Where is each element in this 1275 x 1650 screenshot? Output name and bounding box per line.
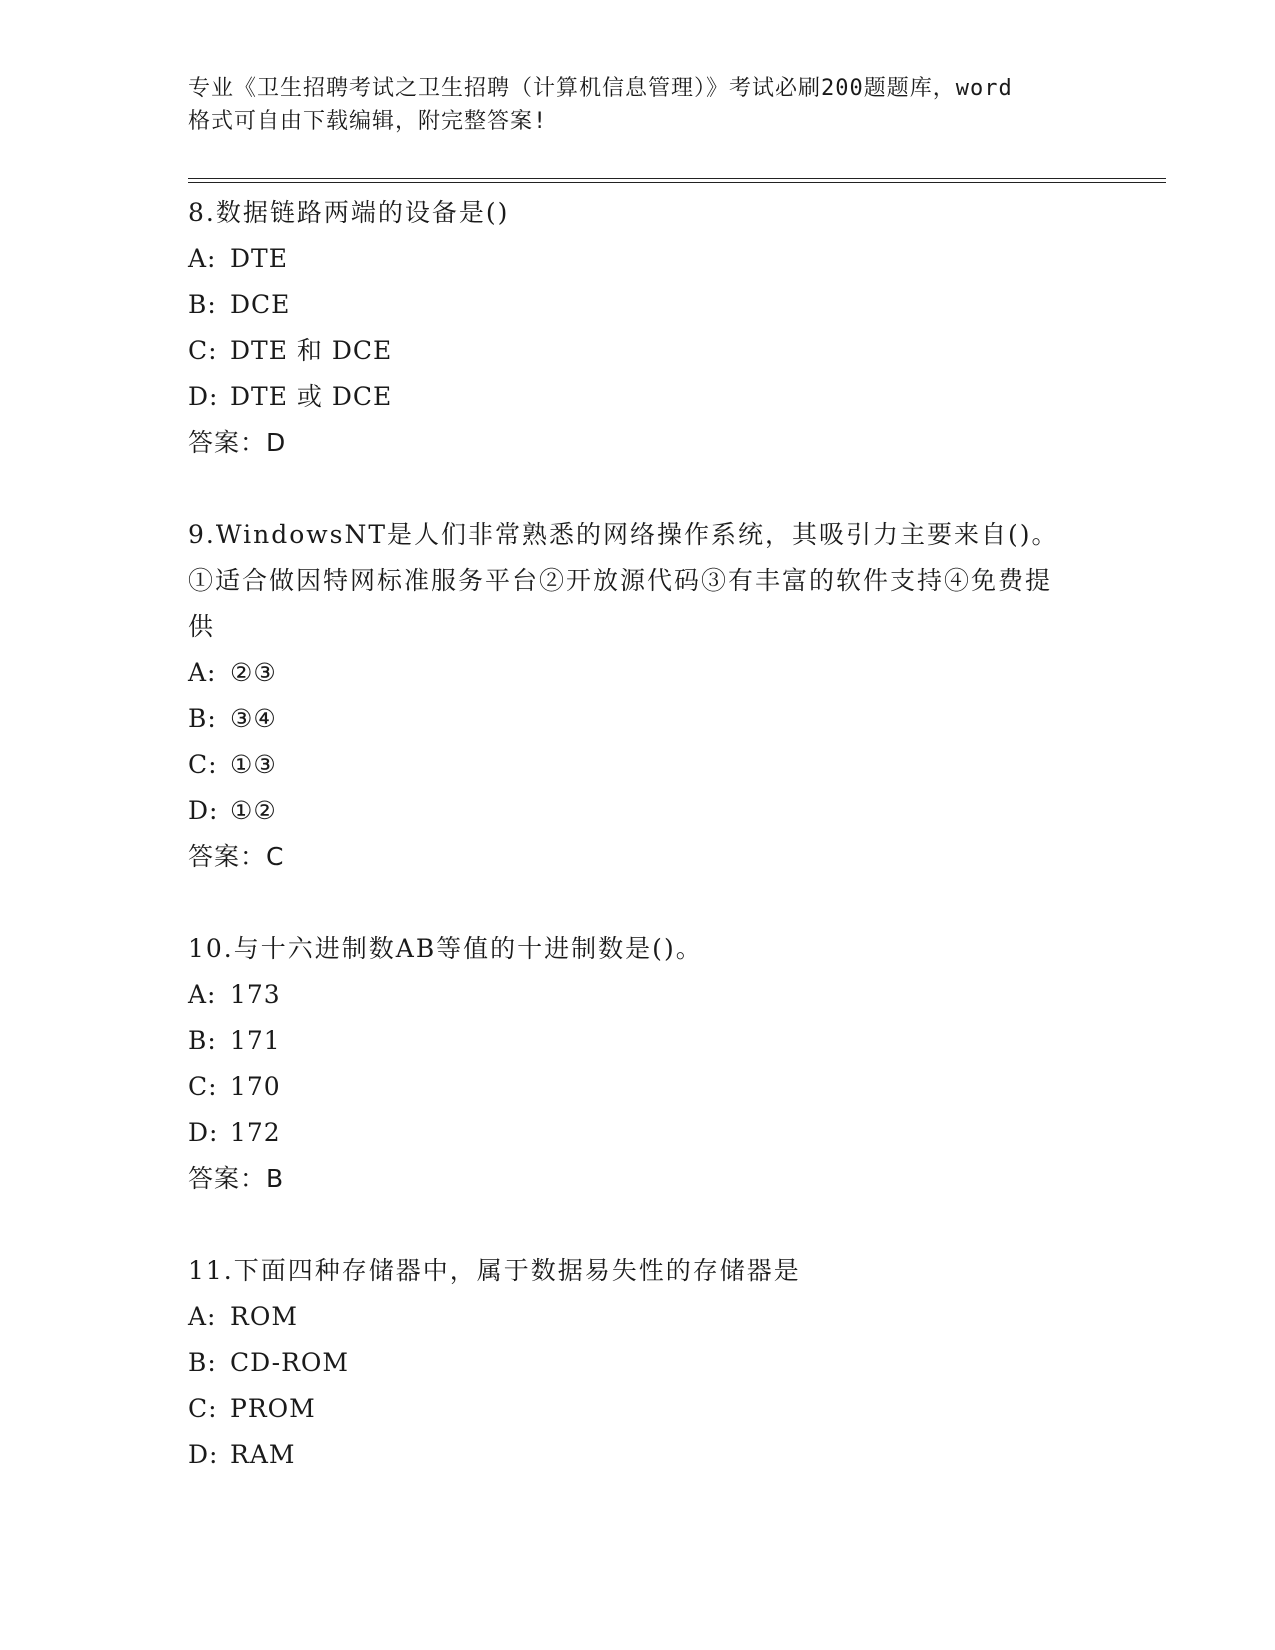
answer-line: 答案：B: [188, 1164, 285, 1193]
option-c: [188, 1064, 1168, 1110]
option-d: [188, 1432, 1168, 1478]
option-b: [188, 1340, 1168, 1386]
option-letter: B:: [188, 1348, 217, 1377]
option-letter: B:: [188, 290, 217, 319]
option-text: ROM: [230, 1302, 298, 1331]
question-11: [188, 1248, 1168, 1478]
option-letter: C:: [188, 1394, 218, 1423]
option-letter: D:: [188, 796, 219, 825]
option-text: 172: [230, 1118, 281, 1147]
header-divider: [188, 178, 1166, 183]
question-stem: 10.与十六进制数AB等值的十进制数是()。: [188, 934, 703, 963]
option-text: PROM: [230, 1394, 316, 1423]
option-d: [188, 788, 1168, 834]
option-letter: D:: [188, 1118, 219, 1147]
header-line-1: 专业《卫生招聘考试之卫生招聘（计算机信息管理）》考试必刷200题题库，word: [188, 76, 1013, 101]
option-text: ③④: [230, 704, 277, 733]
option-c: [188, 1386, 1168, 1432]
option-b: [188, 282, 1168, 328]
option-text: RAM: [230, 1440, 296, 1469]
question-list: [188, 190, 1168, 1524]
option-b: [188, 1018, 1168, 1064]
option-letter: D:: [188, 1440, 219, 1469]
question-stem: 11.下面四种存储器中，属于数据易失性的存储器是: [188, 1256, 801, 1285]
question-stem: 8.数据链路两端的设备是(): [188, 198, 510, 227]
option-text: DTE 和 DCE: [230, 336, 393, 365]
header-line-2: 格式可自由下载编辑，附完整答案!: [188, 109, 548, 134]
document-header: [188, 72, 1088, 138]
option-letter: C:: [188, 750, 218, 779]
option-a: [188, 1294, 1168, 1340]
option-letter: A:: [188, 1302, 217, 1331]
option-letter: A:: [188, 244, 217, 273]
option-d: [188, 374, 1168, 420]
option-text: DCE: [230, 290, 291, 319]
option-a: [188, 650, 1168, 696]
option-text: ②③: [230, 658, 277, 687]
option-letter: B:: [188, 704, 217, 733]
option-letter: B:: [188, 1026, 217, 1055]
option-text: ①③: [230, 750, 277, 779]
option-text: 173: [230, 980, 281, 1009]
option-letter: C:: [188, 336, 218, 365]
answer-line: 答案：C: [188, 842, 285, 871]
option-letter: A:: [188, 658, 217, 687]
option-text: 170: [230, 1072, 281, 1101]
option-a: [188, 236, 1168, 282]
answer-line: 答案：D: [188, 428, 287, 457]
option-c: [188, 328, 1168, 374]
option-letter: C:: [188, 1072, 218, 1101]
question-10: [188, 926, 1168, 1202]
option-letter: D:: [188, 382, 219, 411]
question-stem: 9.WindowsNT是人们非常熟悉的网络操作系统，其吸引力主要来自()。①适合做因特网标准服务平台②开放源代码③有丰富的软件支持④免费提供: [188, 520, 1059, 641]
option-letter: A:: [188, 980, 217, 1009]
question-8: [188, 190, 1168, 466]
option-text: 171: [230, 1026, 281, 1055]
option-d: [188, 1110, 1168, 1156]
option-c: [188, 742, 1168, 788]
option-text: ①②: [230, 796, 277, 825]
option-b: [188, 696, 1168, 742]
option-a: [188, 972, 1168, 1018]
option-text: DTE 或 DCE: [230, 382, 393, 411]
option-text: DTE: [230, 244, 288, 273]
option-text: CD-ROM: [230, 1348, 350, 1377]
question-9: [188, 512, 1168, 880]
